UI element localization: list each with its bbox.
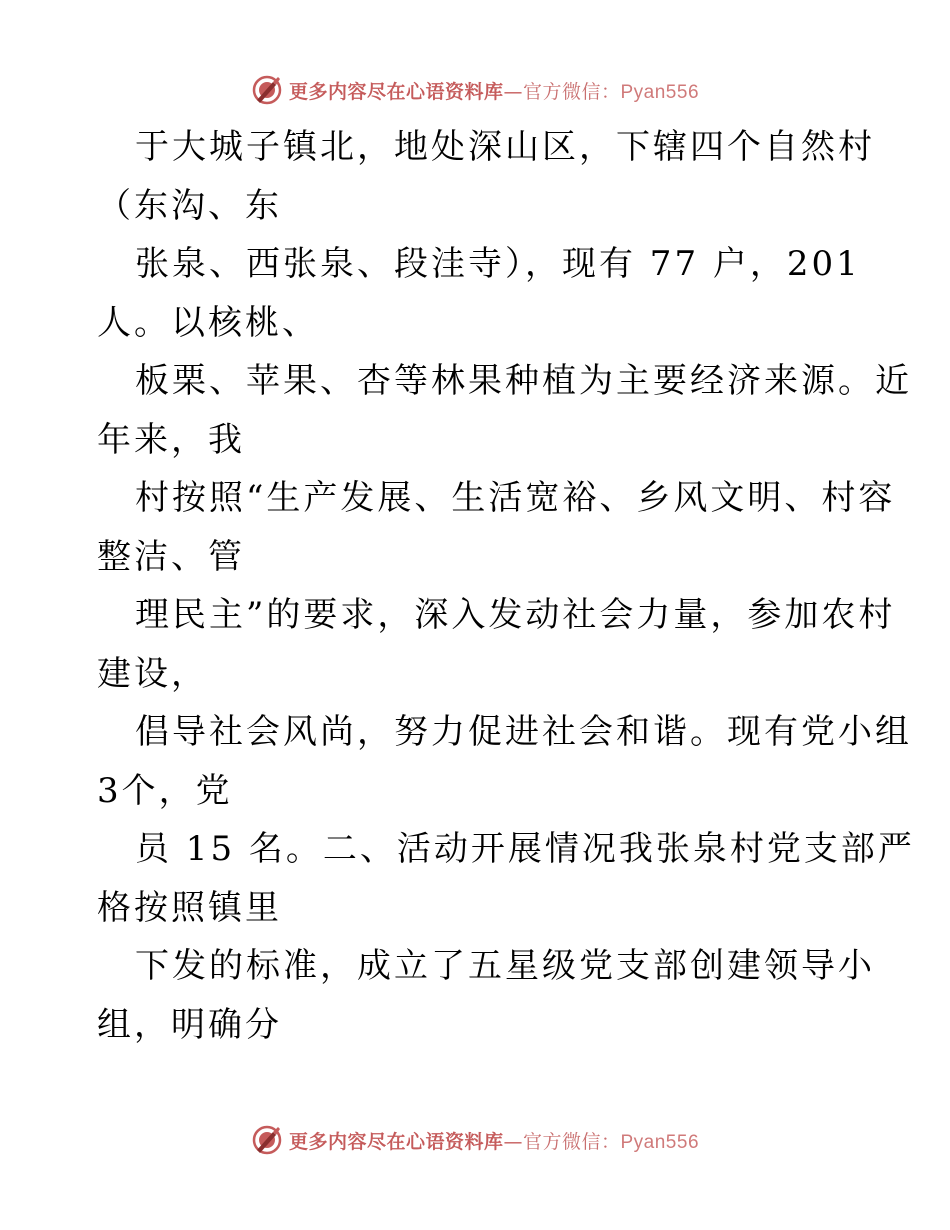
body-line: 倡导社会风尚，努力促进社会和谐。现有党小组 bbox=[135, 712, 912, 752]
body-line: 年来，我 bbox=[97, 419, 245, 460]
body-line: 3个，党 bbox=[97, 770, 233, 811]
body-line: 格按照镇里 bbox=[97, 887, 282, 928]
body-line: 整洁、管 bbox=[97, 536, 245, 577]
logo-pen-icon bbox=[251, 1124, 283, 1156]
banner-title: 更多内容尽在心语资料库 bbox=[288, 80, 504, 103]
body-line: （东沟、东 bbox=[97, 185, 282, 226]
body-line: 板栗、苹果、杏等林果种植为主要经济来源。近 bbox=[135, 361, 912, 401]
banner-wechat-id: Pyan556 bbox=[620, 1131, 700, 1153]
body-line: 建设， bbox=[97, 653, 208, 694]
body-line: 组，明确分 bbox=[97, 1004, 282, 1045]
body-line: 于大城子镇北，地处深山区，下辖四个自然村 bbox=[135, 127, 875, 167]
banner-dash: — bbox=[503, 1130, 523, 1153]
body-line: 理民主”的要求，深入发动社会力量，参加农村 bbox=[135, 595, 896, 635]
body-line: 员 15 名。二、活动开展情况我张泉村党支部严 bbox=[135, 829, 915, 869]
banner-wechat-label: 官方微信： bbox=[522, 80, 621, 103]
body-line: 下发的标准，成立了五星级党支部创建领导小 bbox=[135, 946, 875, 986]
logo-pen-icon bbox=[251, 74, 283, 106]
banner-dash: — bbox=[503, 80, 523, 103]
document-body bbox=[97, 118, 915, 1054]
footer-banner bbox=[0, 1120, 950, 1160]
body-line: 村按照“生产发展、生活宽裕、乡风文明、村容 bbox=[135, 478, 896, 518]
banner-title: 更多内容尽在心语资料库 bbox=[288, 1130, 504, 1153]
banner-wechat-id: Pyan556 bbox=[620, 81, 700, 103]
body-line: 人。以核桃、 bbox=[97, 302, 319, 343]
banner-wechat-label: 官方微信： bbox=[522, 1130, 621, 1153]
body-line: 张泉、西张泉、段洼寺），现有 77 户，201 bbox=[135, 244, 861, 284]
header-banner bbox=[0, 70, 950, 110]
